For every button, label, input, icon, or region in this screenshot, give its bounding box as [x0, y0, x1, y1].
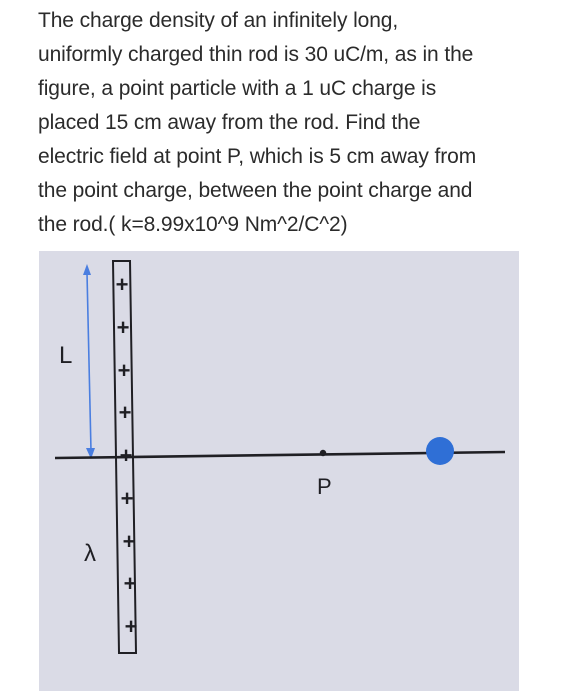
figure [39, 251, 519, 691]
plus-sign: + [120, 486, 134, 511]
figure-drawing [39, 251, 519, 691]
plus-sign: + [122, 529, 136, 554]
plus-sign: + [123, 571, 137, 596]
question-text [38, 4, 558, 242]
length-arrow [83, 264, 95, 459]
plus-sign: + [119, 443, 133, 468]
plus-sign: + [116, 315, 130, 340]
length-label: L [59, 342, 73, 369]
question-line: figure, a point particle with a 1 uC charge is [38, 77, 437, 100]
plus-sign: + [118, 400, 132, 425]
question-line: the rod.( k=8.99x10^9 Nm^2/C^2) [38, 213, 348, 236]
point-charge [426, 437, 454, 465]
plus-sign: + [117, 358, 131, 383]
question-line: electric field at point P, which is 5 cm away from [38, 145, 477, 168]
question-line: placed 15 cm away from the rod. Find the [38, 111, 421, 134]
plus-sign: + [115, 272, 129, 297]
question-line: uniformly charged thin rod is 30 uC/m, as in the [38, 43, 474, 66]
question-line: the point charge, between the point charge and [38, 179, 473, 202]
lambda-label: λ [84, 540, 96, 567]
point-p-marker [320, 450, 326, 456]
point-p-label: P [317, 474, 332, 499]
plus-sign: + [124, 614, 138, 639]
question-line: The charge density of an infinitely long, [38, 9, 399, 32]
